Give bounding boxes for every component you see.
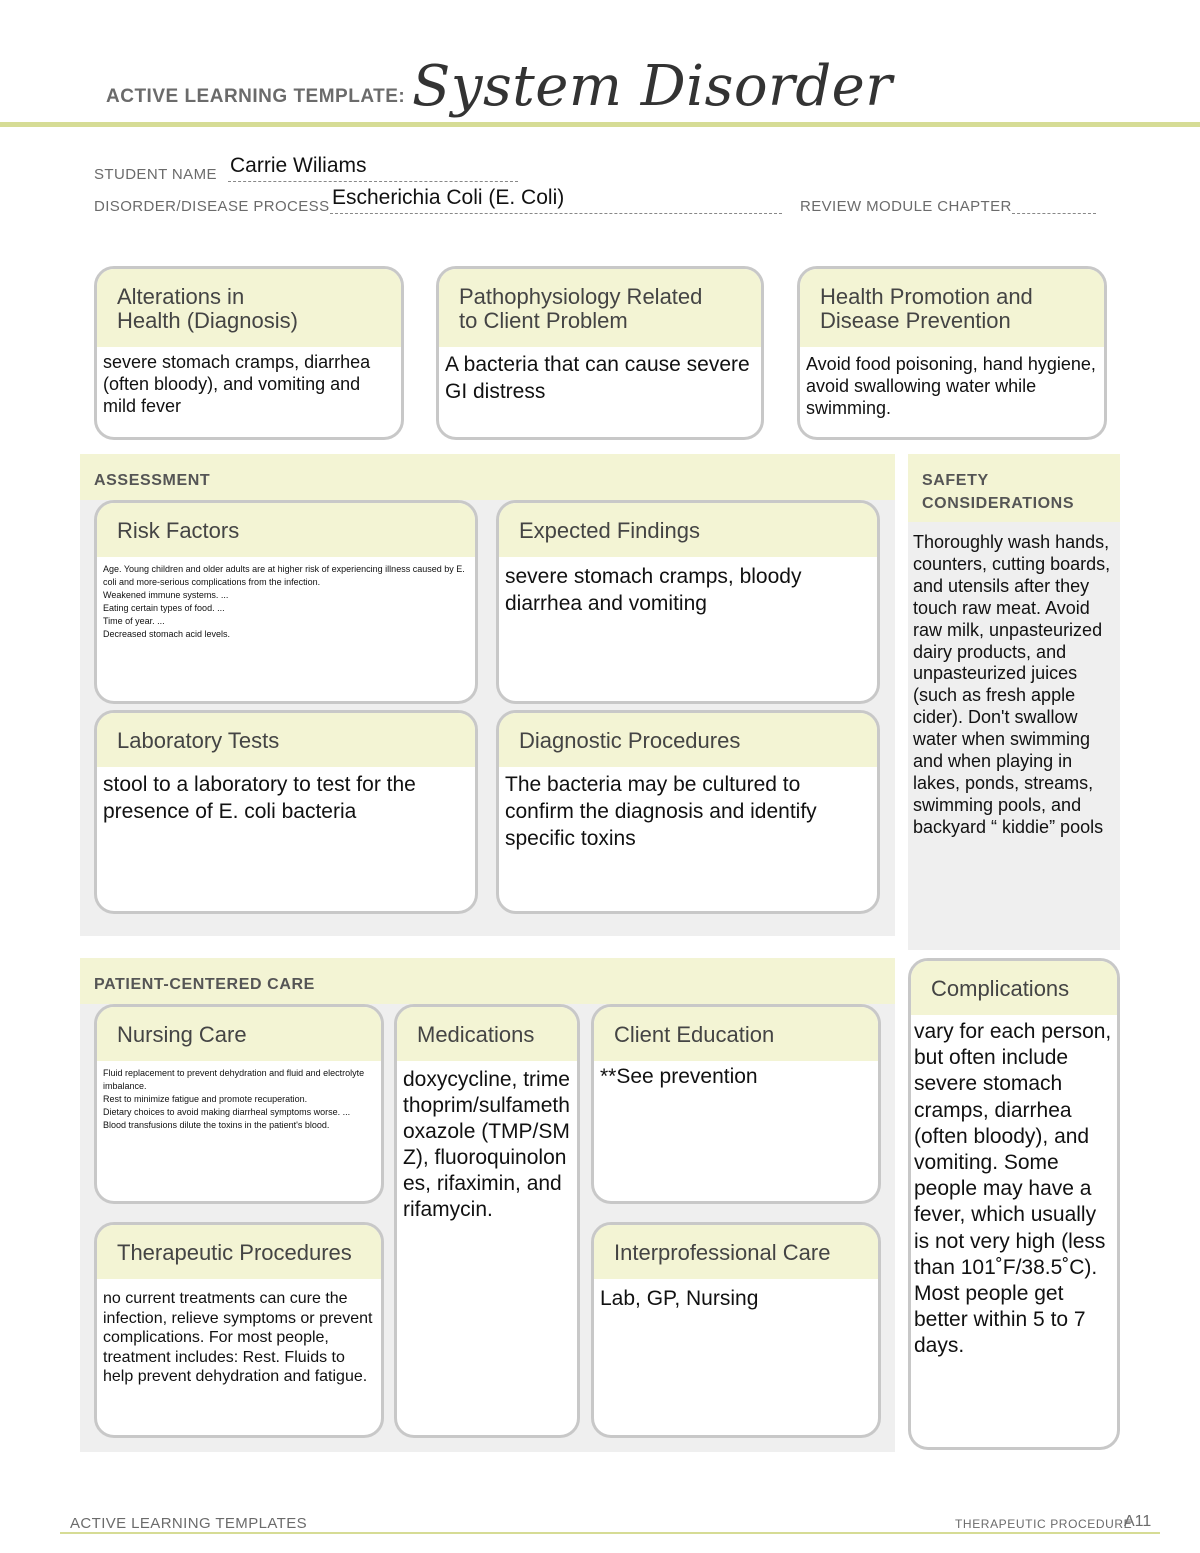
risk-factor-line: Decreased stomach acid levels. — [103, 629, 231, 639]
risk-factors-box — [94, 500, 478, 704]
safety-panel — [908, 454, 1120, 950]
pathophysiology-text[interactable]: A bacteria that can cause severe GI distress — [445, 353, 750, 403]
safety-header — [908, 454, 1120, 522]
risk-factors-header — [97, 503, 475, 557]
expected-findings-header — [499, 503, 877, 557]
template-title: System Disorder — [412, 54, 893, 119]
diagnostic-procedures-title: Diagnostic Procedures — [519, 728, 741, 753]
student-name-value: Carrie Wiliams — [230, 154, 367, 177]
pathophysiology-header — [439, 269, 761, 347]
disorder-label: DISORDER/DISEASE PROCESS — [94, 198, 330, 215]
diagnostic-procedures-header — [499, 713, 877, 767]
pathophysiology-box — [436, 266, 764, 440]
client-education-title: Client Education — [614, 1022, 775, 1047]
safety-text[interactable]: Thoroughly wash hands, counters, cutting boards, and utensils after they touch raw meat. Avoid raw milk, unpasteurized dairy products, and unpasteurized juices (such as fresh apple cider). Don't swallow water when swimming and when playing in lakes, ponds, streams, swimming pools, and backyard “ kiddie” pools — [913, 532, 1111, 837]
laboratory-tests-text[interactable]: stool to a laboratory to test for the presence of E. coli bacteria — [103, 773, 416, 823]
therapeutic-procedures-text[interactable]: no current treatments can cure the infection, relieve symptoms or prevent complications. For most people, treatment includes: Rest. Fluids to help prevent dehydration and fatigue. — [103, 1290, 373, 1386]
patient-care-label: PATIENT-CENTERED CARE — [94, 976, 315, 993]
alterations-title-2: Health (Diagnosis) — [117, 308, 298, 333]
student-name-field[interactable] — [228, 156, 518, 182]
complications-box — [908, 958, 1120, 1450]
footer-section: THERAPEUTIC PROCEDURE — [955, 1517, 1133, 1531]
interprofessional-care-box — [591, 1222, 881, 1438]
header-rule — [0, 122, 1200, 127]
nursing-care-line: Rest to minimize fatigue and promote recuperation. — [103, 1094, 308, 1104]
assessment-label: ASSESSMENT — [94, 472, 211, 489]
diagnostic-procedures-text[interactable]: The bacteria may be cultured to confirm the diagnosis and identify specific toxins — [505, 773, 817, 850]
alterations-title-1: Alterations in — [117, 284, 245, 309]
template-label: ACTIVE LEARNING TEMPLATE: — [106, 86, 406, 107]
therapeutic-procedures-title: Therapeutic Procedures — [117, 1240, 352, 1265]
risk-factor-line: Age. Young children and older adults are at higher risk of experiencing illness caused by E. coli and more-serious complications from the infection. — [103, 564, 465, 587]
alterations-text[interactable]: severe stomach cramps, diarrhea (often bloody), and vomiting and mild fever — [103, 352, 371, 416]
client-education-header — [594, 1007, 878, 1061]
nursing-care-line: Dietary choices to avoid making diarrheal symptoms worse. ... — [103, 1107, 351, 1117]
client-education-box — [591, 1004, 881, 1204]
chapter-label: REVIEW MODULE CHAPTER — [800, 198, 1012, 215]
disorder-field[interactable] — [330, 188, 782, 214]
laboratory-tests-box — [94, 710, 478, 914]
footer-left: ACTIVE LEARNING TEMPLATES — [70, 1515, 307, 1532]
expected-findings-text[interactable]: severe stomach cramps, bloody diarrhea and vomiting — [505, 565, 802, 615]
health-promotion-header — [800, 269, 1104, 347]
nursing-care-header — [97, 1007, 381, 1061]
chapter-field[interactable] — [1012, 188, 1096, 214]
patient-care-header — [80, 958, 895, 1004]
pathophysiology-title-2: to Client Problem — [459, 308, 628, 333]
diagnostic-procedures-box — [496, 710, 880, 914]
medications-box — [394, 1004, 580, 1438]
client-education-text[interactable]: **See prevention — [600, 1065, 758, 1088]
nursing-care-line: Fluid replacement to prevent dehydration and fluid and electrolyte imbalance. — [103, 1068, 365, 1091]
expected-findings-title: Expected Findings — [519, 518, 700, 543]
interprofessional-care-header — [594, 1225, 878, 1279]
complications-header — [911, 961, 1117, 1015]
assessment-header — [80, 454, 895, 500]
risk-factor-line: Eating certain types of food. ... — [103, 603, 225, 613]
safety-label-2: CONSIDERATIONS — [922, 495, 1075, 512]
laboratory-tests-header — [97, 713, 475, 767]
health-promotion-title-1: Health Promotion and — [820, 284, 1033, 309]
medications-text[interactable]: doxycycline, trimethoprim/sulfamethoxazole (TMP/SMZ), fluoroquinolones, rifaximin, and rifamycin. — [403, 1068, 570, 1221]
risk-factor-line: Time of year. ... — [103, 616, 165, 626]
nursing-care-text[interactable] — [97, 1061, 381, 1136]
student-name-label: STUDENT NAME — [94, 166, 217, 183]
expected-findings-box — [496, 500, 880, 704]
health-promotion-box — [797, 266, 1107, 440]
laboratory-tests-title: Laboratory Tests — [117, 728, 280, 753]
interprofessional-care-title: Interprofessional Care — [614, 1240, 831, 1265]
nursing-care-box — [94, 1004, 384, 1204]
alterations-header — [97, 269, 401, 347]
risk-factor-line: Weakened immune systems. ... — [103, 590, 229, 600]
nursing-care-title: Nursing Care — [117, 1022, 247, 1047]
disorder-value: Escherichia Coli (E. Coli) — [332, 186, 565, 209]
complications-title: Complications — [931, 976, 1070, 1001]
page-number: A11 — [1124, 1513, 1152, 1530]
health-promotion-text[interactable]: Avoid food poisoning, hand hygiene, avoid swallowing water while swimming. — [806, 354, 1096, 418]
complications-text[interactable]: vary for each person, but often include severe stomach cramps, diarrhea (often bloody), and vomiting. Some people may have a fever, which usually is not very high (less than 101˚F/38.5˚C). Most people get better within 5 to 7 days. — [914, 1020, 1112, 1358]
medications-header — [397, 1007, 577, 1061]
alterations-box — [94, 266, 404, 440]
therapeutic-procedures-box — [94, 1222, 384, 1438]
nursing-care-line: Blood transfusions dilute the toxins in the patient's blood. — [103, 1120, 330, 1130]
therapeutic-procedures-header — [97, 1225, 381, 1279]
safety-label-1: SAFETY — [922, 472, 989, 489]
health-promotion-title-2: Disease Prevention — [820, 308, 1011, 333]
risk-factors-title: Risk Factors — [117, 518, 240, 543]
footer-rule — [60, 1532, 1160, 1534]
risk-factors-text[interactable] — [97, 557, 475, 645]
pathophysiology-title-1: Pathophysiology Related — [459, 284, 703, 309]
medications-title: Medications — [417, 1022, 535, 1047]
interprofessional-care-text[interactable]: Lab, GP, Nursing — [600, 1287, 759, 1310]
